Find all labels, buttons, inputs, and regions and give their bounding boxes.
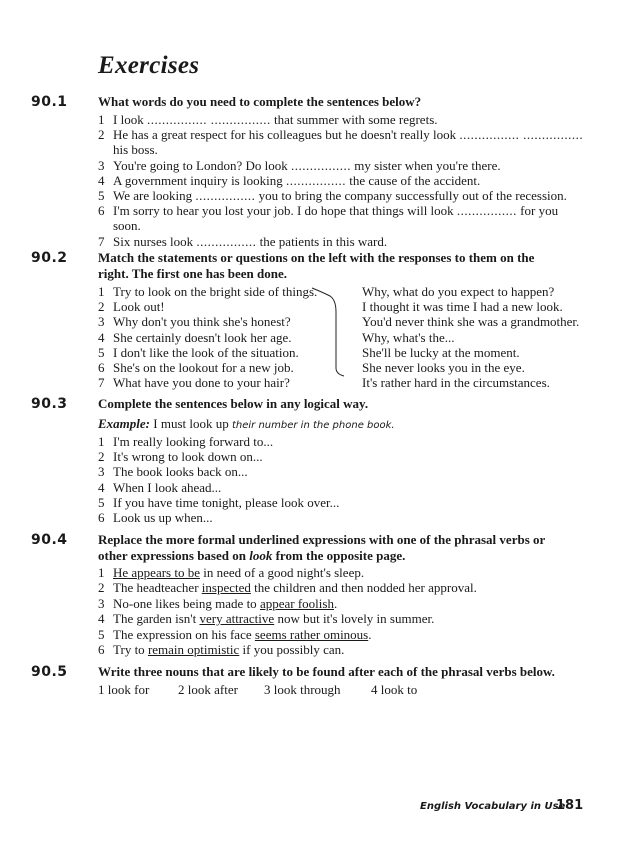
response-text: She never looks you in the eye. (362, 360, 525, 375)
exercise-number: 90.1 (31, 94, 68, 110)
phrasal-verb-item: 2 look after (178, 682, 238, 697)
item-number: 1 (98, 112, 105, 127)
phrasal-verb-item: 4 look to (371, 682, 418, 697)
item-number: 6 (98, 642, 105, 657)
item-number: 1 (98, 284, 105, 299)
sentence-line (113, 203, 558, 219)
instruction-part: Replace the more formal underlined expressions with one of the phrasal verbs or other expressions based on (98, 532, 546, 563)
response-text: I thought it was time I had a new look. (362, 299, 563, 315)
item-number: 2 (98, 449, 105, 465)
statement-text: She certainly doesn't look her age. (113, 329, 292, 345)
sentence-line (113, 627, 372, 643)
underlined-expression: seems rather ominous (254, 626, 369, 642)
underlined-expression: inspected (201, 580, 251, 596)
exercise-instruction: Write three nouns that are likely to be found after each of the phrasal verbs below. (98, 664, 555, 679)
page-number: 181 (556, 798, 584, 813)
sentence-text: We are looking (113, 188, 193, 203)
sentence-line (113, 580, 477, 596)
item-number: 2 (98, 299, 105, 315)
item-number: 5 (98, 188, 105, 203)
sentence-text: It's wrong to look down on... (113, 449, 263, 465)
underlined-expression: appear foolish (259, 595, 334, 611)
statement-text: Try to look on the bright side of things. (113, 284, 318, 299)
sentence-line (113, 565, 364, 581)
blank-dots: ................ (285, 172, 346, 188)
sentence-text: I'm really looking forward to... (113, 434, 274, 449)
sentence-text: for you (520, 203, 559, 219)
sentence-text: the cause of the accident. (349, 172, 481, 188)
sentence-text: the children and then nodded her approval. (250, 580, 477, 596)
item-number: 6 (98, 510, 105, 525)
item-number: 5 (98, 494, 105, 510)
item-number: 4 (98, 329, 105, 345)
instruction-part: from the opposite page. (275, 548, 406, 563)
sentence-line: soon. (113, 218, 141, 234)
item-number: 7 (98, 233, 105, 249)
match-connector-line (308, 282, 348, 382)
blank-dots: ................ ................ (459, 127, 584, 143)
response-text: Why, what do you expect to happen? (362, 284, 555, 299)
sentence-text: You're going to London? Do look (113, 157, 288, 173)
sentence-text: in need of a good night's sleep. (200, 565, 365, 580)
item-number: 2 (98, 127, 105, 143)
response-text: You'd never think she was a grandmother. (362, 314, 580, 330)
exercise-number: 90.3 (31, 396, 68, 412)
phrasal-verb-item: 1 look for (98, 682, 150, 697)
exercise-instruction (98, 532, 568, 564)
sentence-text: He has a great respect for his colleagues but he doesn't really look (113, 127, 457, 143)
sentence-line (113, 596, 337, 612)
blank-dots: ................ (196, 233, 257, 249)
sentence-text: The headteacher (113, 580, 202, 596)
exercise-number: 90.2 (31, 250, 68, 266)
sentence-text: If you have time tonight, please look over... (113, 494, 340, 510)
sentence-line (113, 112, 438, 128)
item-number: 2 (98, 580, 105, 596)
sentence-line (113, 188, 567, 204)
sentence-text: Try to (113, 642, 148, 657)
example-answer: their number in the phone book. (231, 420, 395, 431)
statement-text: Look out! (113, 299, 165, 315)
item-number: 3 (98, 157, 105, 173)
sentence-text: Six nurses look (113, 233, 194, 249)
underlined-expression: He appears to be (113, 565, 200, 580)
sentence-text: I look (113, 112, 144, 127)
item-number: 4 (98, 479, 105, 495)
sentence-line (113, 642, 344, 658)
response-text: It's rather hard in the circumstances. (362, 375, 550, 391)
item-number: 1 (98, 565, 105, 580)
exercise-instruction: Match the statements or questions on the left with the responses to them on the right. The first one has been done. (98, 250, 535, 281)
sentence-line: his boss. (113, 142, 158, 158)
blank-dots: ................ (195, 188, 256, 203)
sentence-text: now but it's lovely in summer. (274, 611, 435, 627)
statement-text: I don't like the look of the situation. (113, 344, 299, 360)
blank-dots: ................ (290, 157, 351, 173)
sentence-line (113, 127, 583, 143)
sentence-text: . (333, 595, 338, 611)
example-line (98, 416, 395, 433)
item-number: 6 (98, 203, 105, 219)
sentence-text: When I look ahead... (113, 479, 222, 495)
example-label: Example: (98, 416, 150, 431)
sentence-text: you to bring the company successfully out of the recession. (258, 188, 567, 203)
item-number: 3 (98, 314, 105, 330)
sentence-text: No-one likes being made to (113, 595, 260, 611)
underlined-expression: very attractive (199, 611, 275, 627)
response-text: She'll be lucky at the moment. (362, 344, 520, 360)
statement-text: Why don't you think she's honest? (113, 314, 291, 330)
item-number: 5 (98, 626, 105, 642)
instruction-keyword: look (249, 548, 273, 563)
sentence-line (113, 158, 501, 174)
item-number: 1 (98, 434, 105, 449)
response-text: Why, what's the... (362, 329, 455, 345)
item-number: 4 (98, 611, 105, 627)
blank-dots: ................ (456, 203, 517, 219)
sentence-text: my sister when you're there. (354, 157, 501, 173)
exercise-number: 90.4 (31, 532, 68, 548)
statement-text: She's on the lookout for a new job. (113, 360, 294, 375)
item-number: 3 (98, 464, 105, 480)
exercise-instruction: What words do you need to complete the sentences below? (98, 94, 422, 109)
item-number: 4 (98, 172, 105, 188)
sentence-text: . (368, 626, 372, 642)
item-number: 6 (98, 360, 105, 375)
phrasal-verb-item: 3 look through (264, 682, 341, 697)
page-title: Exercises (98, 52, 200, 79)
sentence-line (113, 611, 434, 627)
item-number: 7 (98, 375, 105, 391)
sentence-text: The garden isn't (113, 611, 200, 627)
sentence-text: The expression on his face (113, 626, 255, 642)
blank-dots: ................ ................ (146, 112, 271, 127)
sentence-text: if you possibly can. (239, 642, 345, 657)
exercise-instruction: Complete the sentences below in any logical way. (98, 396, 369, 411)
sentence-text: The book looks back on... (113, 464, 248, 480)
sentence-text: the patients in this ward. (259, 233, 388, 249)
item-number: 5 (98, 344, 105, 360)
sentence-text: that summer with some regrets. (273, 112, 438, 127)
item-number: 3 (98, 595, 105, 611)
sentence-line (113, 173, 480, 189)
underlined-expression: remain optimistic (147, 642, 240, 657)
sentence-text: A government inquiry is looking (113, 172, 283, 188)
statement-text: What have you done to your hair? (113, 375, 290, 391)
book-title: English Vocabulary in Use (420, 801, 566, 812)
exercise-number: 90.5 (31, 664, 68, 680)
sentence-text: I'm sorry to hear you lost your job. I do hope that things will look (113, 203, 454, 219)
example-text: I must look up (153, 416, 229, 431)
sentence-text: Look us up when... (113, 510, 213, 525)
sentence-line (113, 234, 387, 250)
